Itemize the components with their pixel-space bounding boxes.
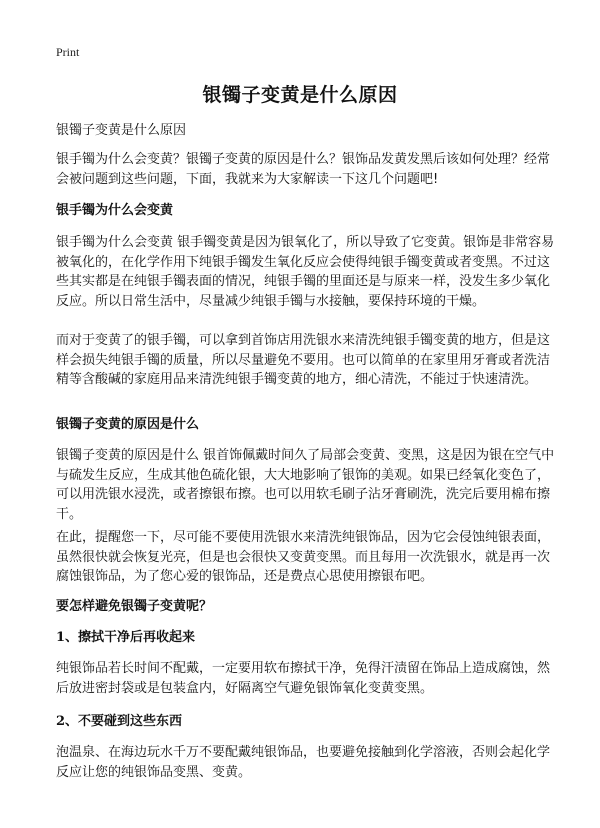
tip-heading: 1、擦拭干净后再收起来: [56, 630, 196, 645]
print-link[interactable]: Print: [56, 45, 80, 59]
prevent-heading: 要怎样避免银镯子变黄呢？: [56, 599, 213, 614]
section-heading: 银镯子变黄的原因是什么: [56, 417, 200, 432]
intro-paragraph: 银手镯为什么会变黄？银镯子变黄的原因是什么？银饰品发黄发黑后该如何处理？经常会被问题到这些问题，下面，我就来为大家解读一下这几个问题吧!: [56, 152, 551, 187]
tip-paragraph: 纯银饰品若长时间不配戴，一定要用软布擦拭干净，免得汗渍留在饰品上造成腐蚀，然后放进密封袋或是包装盒内，好隔离空气避免银饰氧化变黄变黑。: [56, 661, 551, 696]
section-heading: 银手镯为什么会变黄: [56, 203, 174, 218]
page-title: 银镯子变黄是什么原因: [202, 84, 398, 106]
section-paragraph: 而对于变黄了的银手镯，可以拿到首饰店用洗银水来清洗纯银手镯变黄的地方，但是这样会损失纯银手镯的质量，所以尽量避免不要用。也可以简单的在家里用牙膏或者洗洁精等含酸碱的家庭用品来清洗纯银手镯变黄的地方，细心清洗，不能过于快速清洗。: [56, 333, 551, 387]
tip-heading: 2、不要碰到这些东西: [56, 714, 183, 729]
section-paragraph: 银手镯为什么会变黄 银手镯变黄是因为银氧化了，所以导致了它变黄。银饰是非常容易被氧化的，在化学作用下纯银手镯发生氧化反应会使得纯银手镯变黄或者变黑。不过这些其实都是在纯银手镯表面的情况，纯银手镯的里面还是与原来一样，没发生多少氧化反应。所以日常生活中，尽量减少纯银手镯与水接触，要保持环境的干燥。: [56, 235, 555, 309]
tip-paragraph: 泡温泉、在海边玩水千万不要配戴纯银饰品，也要避免接触到化学溶液，否则会起化学反应让您的纯银饰品变黑、变黄。: [56, 745, 551, 780]
section-paragraph: 在此，提醒您一下，尽可能不要使用洗银水来清洗纯银饰品，因为它会侵蚀纯银表面，虽然很快就会恢复光亮，但是也会很快又变黄变黑。而且每用一次洗银水，就是再一次腐蚀银饰品，为了您心爱的银饰品，还是费点心思使用擦银布吧。: [56, 530, 551, 584]
subtitle: 银镯子变黄是什么原因: [56, 123, 187, 138]
section-paragraph: 银镯子变黄的原因是什么 银首饰佩戴时间久了局部会变黄、变黑，这是因为银在空气中与硫发生反应，生成其他色硫化银，大大地影响了银饰的美观。如果已经氧化变色了，可以用洗银水浸洗，或者擦银布擦。也可以用软毛刷子沾牙膏刷洗，洗完后要用棉布擦干。: [56, 448, 555, 522]
